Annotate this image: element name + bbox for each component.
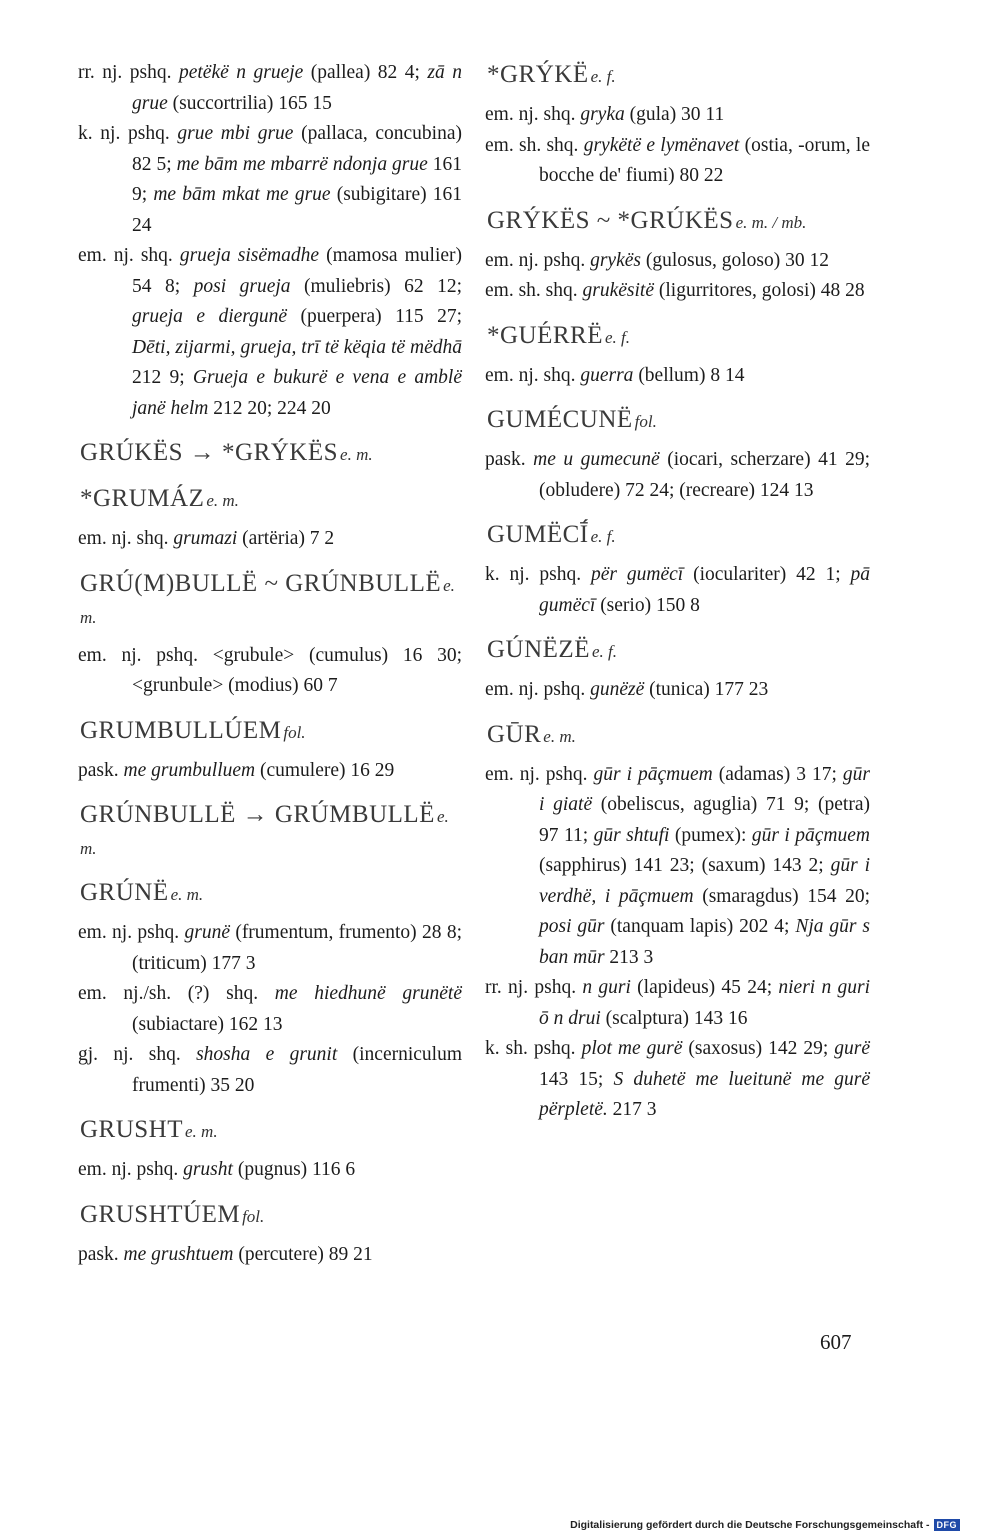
grammar-label: e. f. bbox=[590, 67, 616, 86]
sense-line bbox=[78, 641, 462, 702]
grammar-label: e. m. bbox=[185, 1122, 218, 1141]
funding-note-text: Digitalisierung gefördert durch die Deutsche Forschungsgemeinschaft - bbox=[570, 1519, 930, 1531]
example-phrase: plot me gurë bbox=[581, 1038, 683, 1059]
gloss-text: (tunica) 177 23 bbox=[644, 679, 769, 700]
example-phrase: grunë bbox=[184, 922, 230, 943]
page-number: 607 bbox=[820, 1330, 852, 1354]
example-phrase: gūr shtufi bbox=[593, 824, 670, 846]
grammar-label: e. m. bbox=[206, 491, 239, 510]
headword-text: *GRUMÁZ bbox=[80, 485, 205, 512]
example-phrase: gūr i pāçmuem bbox=[593, 763, 713, 785]
entry-headword bbox=[80, 716, 462, 748]
example-phrase: grykëtë e lymënavet bbox=[583, 134, 740, 156]
example-phrase: nieri n guri ō n drui bbox=[539, 977, 871, 1029]
grammar-label: e. f. bbox=[591, 642, 618, 661]
example-phrase: grueja e diergunë bbox=[132, 306, 288, 327]
grammar-label: fol. bbox=[283, 722, 306, 742]
gloss-text: (subiactare) 162 13 bbox=[132, 1013, 283, 1035]
sense-line bbox=[78, 524, 462, 555]
sense-line bbox=[485, 973, 870, 1034]
headword-text: GRÚ(M)BULLË ~ GRÚNBULLË bbox=[80, 569, 442, 597]
grammar-label: e. f. bbox=[590, 527, 616, 546]
gloss-text: (smaragdus) 154 20; bbox=[693, 885, 870, 907]
sense-line bbox=[485, 1034, 870, 1126]
sense-label: em. nj. shq. bbox=[485, 364, 576, 386]
headword-text: GRÚKËS → *GRÝKËS bbox=[80, 439, 339, 466]
entry-headword bbox=[80, 800, 462, 864]
example-phrase: posi gūr bbox=[539, 916, 605, 937]
example-phrase: grykës bbox=[590, 249, 641, 271]
sense-label: em. nj./sh. (?) shq. bbox=[78, 983, 259, 1004]
gloss-text: (iocari, scherzare) 41 29; (obludere) 72 24; (recreare) 124 13 bbox=[539, 449, 871, 501]
example-phrase: gūr i pāçmuem bbox=[751, 824, 871, 846]
grammar-label: e. m. bbox=[80, 575, 455, 627]
sense-label: pask. bbox=[78, 1243, 119, 1265]
example-phrase: për gumëcī bbox=[591, 564, 684, 585]
headword-text: *GUÉRRË bbox=[487, 321, 603, 349]
dfg-logo: DFG bbox=[934, 1519, 961, 1531]
gloss-text: (mamosa mulier) 54 8; bbox=[132, 245, 463, 297]
sense-line bbox=[78, 756, 462, 787]
headword-text: GÚNËZË bbox=[487, 636, 590, 663]
grammar-label: e. m. bbox=[340, 445, 373, 464]
sense-line bbox=[78, 1155, 462, 1186]
gloss-text: (muliebris) 62 12; bbox=[290, 275, 462, 297]
entry-headword bbox=[487, 520, 870, 552]
example-phrase: Grueja e bukurë e vena e amblë janë helm bbox=[132, 367, 462, 419]
gloss-text: (percutere) 89 21 bbox=[233, 1243, 373, 1265]
example-phrase: Nja gūr s ban mūr bbox=[539, 916, 870, 968]
example-phrase: grukësitë bbox=[582, 280, 654, 301]
sense-label: em. nj. pshq. bbox=[78, 922, 180, 943]
example-phrase: me grushtuem bbox=[123, 1243, 234, 1265]
example-phrase: me bām me mbarrë ndonja grue bbox=[176, 153, 428, 175]
sense-label: k. sh. pshq. bbox=[485, 1038, 576, 1059]
example-phrase: gryka bbox=[580, 104, 625, 125]
gloss-text: (incerniculum frumenti) 35 20 bbox=[132, 1044, 462, 1096]
sense-label: em. nj. pshq. bbox=[78, 644, 198, 666]
sense-label: rr. nj. pshq. bbox=[78, 62, 172, 83]
grammar-label: fol. bbox=[242, 1206, 265, 1226]
example-phrase: gūr i giatë bbox=[539, 763, 870, 815]
gloss-text: (serio) 150 8 bbox=[595, 594, 700, 616]
gloss-text: 212 20; 224 20 bbox=[208, 397, 331, 419]
example-phrase: n guri bbox=[582, 977, 631, 998]
gloss-text: (frumentum, frumento) 28 8; (triticum) 177 3 bbox=[132, 922, 462, 974]
grammar-label: e. f. bbox=[605, 327, 631, 347]
sense-line bbox=[78, 241, 462, 424]
sense-label: pask. bbox=[485, 449, 526, 470]
entry-headword bbox=[80, 569, 462, 633]
sense-line bbox=[78, 1240, 462, 1271]
sense-line bbox=[78, 918, 462, 979]
gloss-text: (pallea) 82 4; bbox=[303, 62, 428, 83]
example-phrase: me grumbulluem bbox=[123, 759, 256, 781]
gloss-text: (lapideus) 45 24; bbox=[630, 977, 779, 998]
example-phrase: me u gumecunë bbox=[533, 449, 660, 470]
gloss-text: (ioculariter) 42 1; bbox=[683, 564, 851, 585]
funding-note bbox=[570, 1519, 960, 1531]
sense-line bbox=[78, 1040, 462, 1101]
example-phrase: grumazi bbox=[173, 528, 238, 549]
example-phrase: me bām mkat me grue bbox=[153, 184, 331, 205]
grammar-label: e. m. / mb. bbox=[735, 212, 807, 232]
entry-headword bbox=[80, 484, 462, 516]
gloss-text: (succortrilia) 165 15 bbox=[167, 92, 332, 114]
gloss-text: (saxosus) 142 29; bbox=[682, 1038, 835, 1059]
headword-text: GRUSHT bbox=[80, 1116, 184, 1143]
grammar-label: e. m. bbox=[80, 807, 449, 858]
headword-text: *GRÝKË bbox=[487, 61, 589, 88]
left-column bbox=[78, 58, 462, 1270]
sense-label: em. nj. pshq. bbox=[485, 249, 586, 271]
sense-line bbox=[485, 445, 870, 506]
gloss-text: (pallaca, concubina) 82 5; bbox=[132, 123, 462, 175]
example-phrase: zā n grue bbox=[132, 62, 462, 114]
sense-label: k. nj. pshq. bbox=[485, 564, 582, 585]
sense-label: em. nj. shq. bbox=[78, 528, 169, 549]
sense-line bbox=[485, 100, 870, 131]
gloss-text: (ligurritores, golosi) 48 28 bbox=[653, 280, 865, 301]
entry-headword bbox=[487, 720, 870, 752]
example-phrase: grueja sisëmadhe bbox=[179, 245, 320, 266]
gloss-text: (obeliscus, aguglia) 71 9; (petra) 97 11; bbox=[539, 794, 870, 846]
headword-text: GŪR bbox=[487, 720, 542, 748]
gloss-text: (pugnus) 116 6 bbox=[232, 1159, 356, 1180]
headword-text: GRÚNË bbox=[80, 879, 169, 906]
gloss-text: (artëria) 7 2 bbox=[237, 528, 335, 549]
headword-text: GRUMBULLÚEM bbox=[80, 716, 282, 744]
sense-label: gj. nj. shq. bbox=[78, 1044, 181, 1065]
gloss-text: (sapphirus) 141 23; (saxum) 143 2; bbox=[539, 855, 831, 876]
gloss-text: 217 3 bbox=[607, 1099, 657, 1120]
sense-label: em. nj. pshq. bbox=[78, 1159, 179, 1180]
gloss-text: 212 9; bbox=[132, 367, 193, 388]
example-phrase: gūr i verdhë, i pāçmuem bbox=[539, 855, 870, 907]
sense-label: em. nj. shq. bbox=[78, 245, 173, 266]
entry-headword bbox=[487, 206, 870, 238]
example-phrase: gurë bbox=[834, 1038, 870, 1059]
entry-headword bbox=[487, 321, 870, 353]
headword-text: GUMËCĪ́ bbox=[487, 521, 589, 548]
entry-headword bbox=[80, 1115, 462, 1147]
example-phrase: pā gumëcī bbox=[539, 564, 871, 616]
gloss-text: 161 9; bbox=[132, 153, 462, 205]
example-phrase: posi grueja bbox=[193, 275, 291, 297]
sense-label: em. sh. shq. bbox=[485, 134, 579, 156]
entry-headword bbox=[80, 1200, 462, 1232]
entry-headword bbox=[487, 635, 870, 667]
sense-label: em. nj. shq. bbox=[485, 104, 576, 125]
gloss-text: (bellum) 8 14 bbox=[633, 364, 745, 386]
sense-line bbox=[485, 276, 870, 307]
sense-label: em. nj. pshq. bbox=[485, 763, 588, 785]
entry-headword bbox=[487, 405, 870, 437]
sense-line bbox=[485, 760, 870, 974]
example-phrase: shosha e grunit bbox=[196, 1044, 338, 1065]
sense-label: em. sh. shq. bbox=[485, 280, 578, 301]
gloss-text: (ostia, -orum, le bocche de' fiumi) 80 22 bbox=[539, 134, 870, 186]
example-phrase: guerra bbox=[580, 364, 634, 386]
headword-text: GRÚNBULLË → GRÚMBULLË bbox=[80, 801, 435, 828]
gloss-text: (tanquam lapis) 202 4; bbox=[604, 916, 796, 937]
headword-text: GUMÉCUNË bbox=[487, 406, 633, 433]
sense-line bbox=[485, 246, 870, 277]
example-phrase: grusht bbox=[183, 1159, 233, 1180]
sense-line bbox=[485, 361, 870, 392]
gloss-text: (cumulere) 16 29 bbox=[255, 759, 395, 781]
sense-line bbox=[485, 560, 870, 621]
grammar-label: fol. bbox=[634, 412, 657, 431]
entry-headword bbox=[80, 878, 462, 910]
grammar-label: e. m. bbox=[170, 885, 204, 904]
gloss-text: (scalptura) 143 16 bbox=[600, 1007, 748, 1029]
sense-label: k. nj. pshq. bbox=[78, 123, 170, 144]
gloss-text: 143 15; bbox=[539, 1068, 614, 1090]
example-phrase: gunëzë bbox=[590, 679, 645, 700]
gloss-text: (adamas) 3 17; bbox=[712, 763, 843, 785]
sense-line bbox=[485, 675, 870, 706]
example-phrase: grue mbi grue bbox=[177, 123, 294, 144]
grammar-label: e. m. bbox=[543, 726, 576, 746]
sense-label: rr. nj. pshq. bbox=[485, 977, 577, 998]
sense-label: em. nj. pshq. bbox=[485, 679, 586, 700]
sense-label: pask. bbox=[78, 759, 119, 781]
gloss-text: (puerpera) 115 27; bbox=[287, 306, 462, 327]
gloss-text: (pumex): bbox=[669, 824, 752, 846]
example-phrase: me hiedhunë grunëtë bbox=[274, 983, 462, 1004]
sense-line bbox=[78, 979, 462, 1040]
headword-text: GRUSHTÚEM bbox=[80, 1200, 241, 1228]
example-phrase: petëkë n grueje bbox=[178, 62, 304, 83]
entry-headword bbox=[487, 60, 870, 92]
example-phrase: S duhetë me lueitunë me gurë përpletë. bbox=[539, 1068, 871, 1120]
sense-line bbox=[78, 58, 462, 119]
gloss-text: (gula) 30 11 bbox=[624, 104, 725, 125]
entry-headword bbox=[80, 438, 462, 470]
example-phrase: Dēti, zijarmi, grueja, trī të këqia të mëdhā bbox=[132, 336, 462, 358]
gloss-text: (subigitare) 161 24 bbox=[132, 184, 462, 236]
gloss-text: <grubule> (cumulus) 16 30; <grunbule> (modius) 60 7 bbox=[132, 644, 462, 696]
right-column bbox=[485, 58, 870, 1126]
sense-line bbox=[78, 119, 462, 241]
gloss-text: 213 3 bbox=[604, 946, 654, 968]
headword-text: GRÝKËS ~ *GRÚKËS bbox=[487, 206, 734, 234]
sense-line bbox=[485, 131, 870, 192]
gloss-text: (gulosus, goloso) 30 12 bbox=[641, 249, 829, 271]
